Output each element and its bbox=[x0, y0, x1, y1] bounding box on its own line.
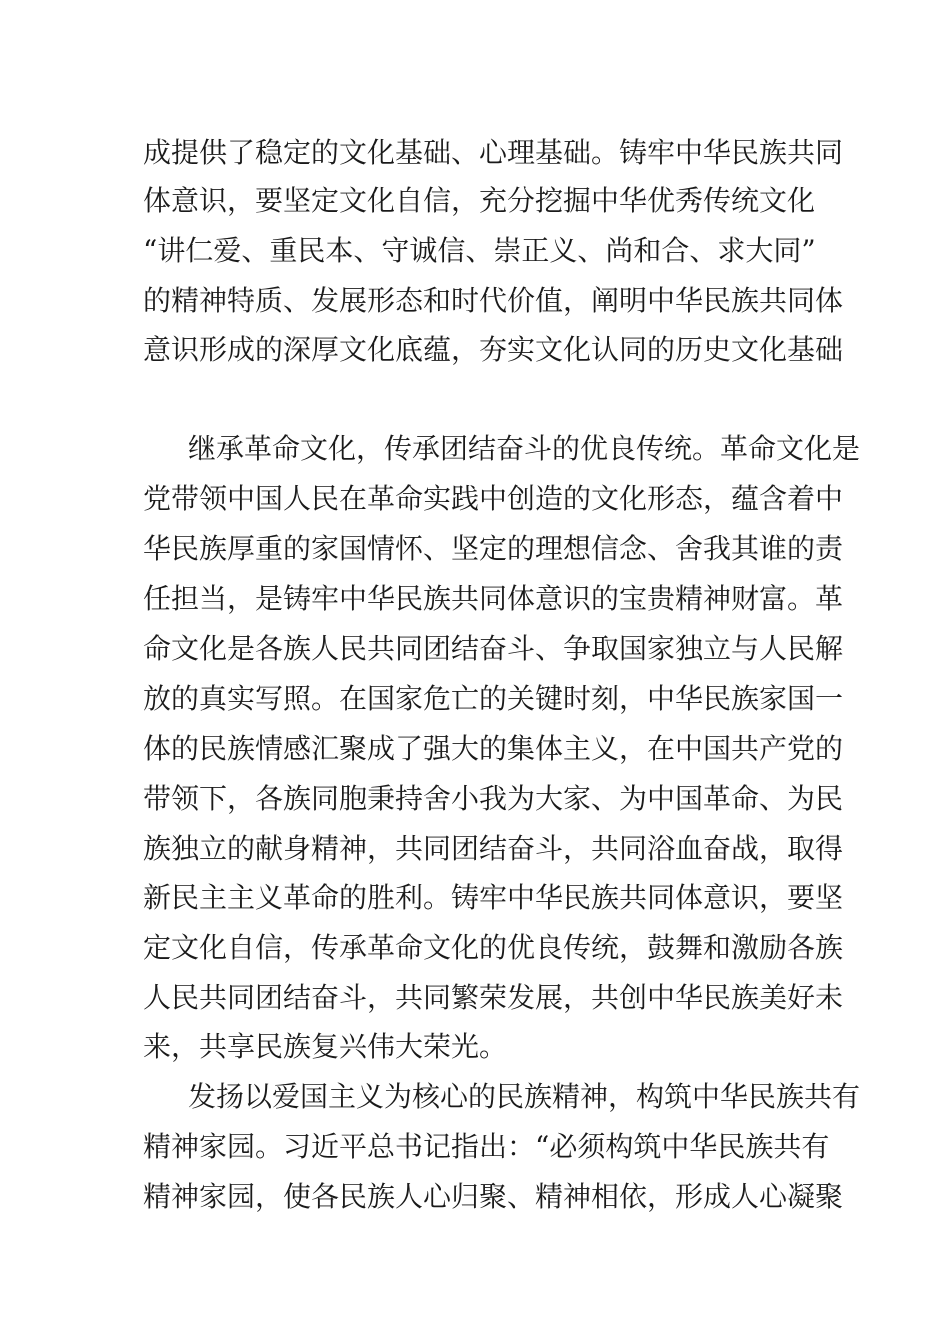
paragraph2-line-11: 定文化自信，传承革命文化的优良传统，鼓舞和激励各族 bbox=[143, 931, 844, 964]
paragraph1-line-1: 成提供了稳定的文化基础、心理基础。铸牢中华民族共同 bbox=[143, 136, 844, 169]
paragraph2-line-6: 放的真实写照。在国家危亡的关键时刻，中华民族家国一 bbox=[143, 682, 844, 715]
paragraph3-line-3: 精神家园，使各民族人心归聚、精神相依，形成人心凝聚 bbox=[143, 1180, 844, 1213]
paragraph2-line-4: 任担当，是铸牢中华民族共同体意识的宝贵精神财富。革 bbox=[143, 582, 844, 615]
paragraph3-line-1: 发扬以爱国主义为核心的民族精神，构筑中华民族共有 bbox=[188, 1080, 861, 1113]
paragraph2-line-2: 党带领中国人民在革命实践中创造的文化形态，蕴含着中 bbox=[143, 482, 844, 515]
paragraph1-line-4: 的精神特质、发展形态和时代价值，阐明中华民族共同体 bbox=[143, 284, 844, 317]
paragraph1-line-2: 体意识，要坚定文化自信，充分挖掘中华优秀传统文化 bbox=[143, 184, 816, 217]
paragraph1-line-5: 意识形成的深厚文化底蕴，夯实文化认同的历史文化基础 bbox=[143, 333, 844, 366]
paragraph2-line-10: 新民主主义革命的胜利。铸牢中华民族共同体意识，要坚 bbox=[143, 881, 844, 914]
paragraph2-line-5: 命文化是各族人民共同团结奋斗、争取国家独立与人民解 bbox=[143, 632, 844, 665]
paragraph2-line-13: 来，共享民族复兴伟大荣光。 bbox=[143, 1030, 508, 1063]
paragraph2-line-3: 华民族厚重的家国情怀、坚定的理想信念、舍我其谁的责 bbox=[143, 532, 844, 565]
paragraph3-line-2: 精神家园。习近平总书记指出：“必须构筑中华民族共有 bbox=[143, 1130, 830, 1163]
paragraph2-line-1: 继承革命文化，传承团结奋斗的优良传统。革命文化是 bbox=[188, 432, 861, 465]
paragraph2-line-9: 族独立的献身精神，共同团结奋斗，共同浴血奋战，取得 bbox=[143, 832, 844, 865]
paragraph2-line-7: 体的民族情感汇聚成了强大的集体主义，在中国共产党的 bbox=[143, 732, 844, 765]
paragraph2-line-8: 带领下，各族同胞秉持舍小我为大家、为中国革命、为民 bbox=[143, 782, 844, 815]
paragraph2-line-12: 人民共同团结奋斗，共同繁荣发展，共创中华民族美好未 bbox=[143, 981, 844, 1014]
paragraph1-line-3: “讲仁爱、重民本、守诚信、崇正义、尚和合、求大同” bbox=[143, 234, 816, 267]
